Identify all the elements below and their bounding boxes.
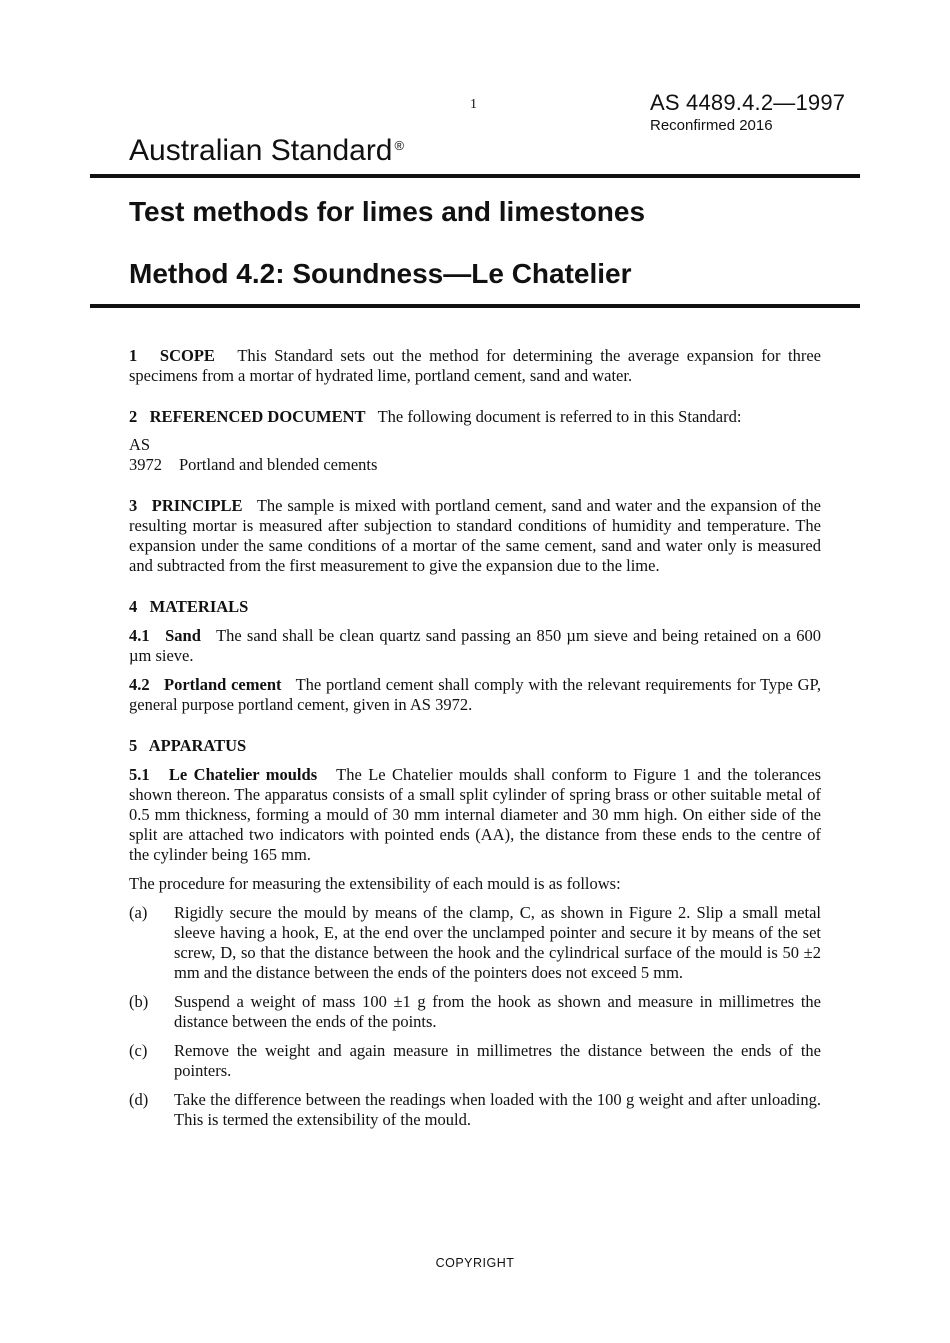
apparatus-heading: 5 APPARATUS [129,736,247,755]
principle-text: The sample is mixed with portland cement, sand and water and the expansion of the resulting mortar is measured after subjection to standard conditions of humidity and temperature. The expansion under the same conditions of a mortar of the same cement, sand and water only is measured and subtracted from the first measurement to give the expansion due to the lime. [129,496,822,575]
step-label: (a) [129,903,148,922]
scope-heading: 1 SCOPE [129,346,215,365]
ref-list-prefix: AS [129,435,151,454]
sand-text: The sand shall be clean quartz sand passing an 850 µm sieve and being retained on a 600 µm sieve. [129,626,821,665]
materials-heading: 4 MATERIALS [129,597,249,616]
procedure-step-c [129,1041,821,1081]
step-text: Take the difference between the readings when loaded with the 100 g weight and after unloading. This is termed the extensibility of the mould. [174,1090,821,1129]
section-principle [129,496,821,576]
procedure-step-d [129,1090,821,1130]
standard-number: AS 4489.4.2—1997 [650,90,846,115]
procedure-step-a [129,903,821,983]
reconfirmed-note: Reconfirmed 2016 [650,117,773,134]
section-moulds [129,765,821,865]
cement-text: The portland cement shall comply with the relevant requirements for Type GP, general purpose portland cement, given in AS 3972. [129,675,821,714]
sand-heading: 4.1 Sand [129,626,201,645]
step-text: Rigidly secure the mould by means of the clamp, C, as shown in Figure 2. Slip a small metal sleeve having a hook, E, at the end over the unclamped pointer and secure it by means of the set screw, D, so that the distance between the hook and the cylindrical surface of the mould is 50 ±2 mm and the distance between the ends of the pointers does not exceed 5 mm. [174,903,821,982]
document-title: Test methods for limes and limestones [129,196,646,227]
principle-heading: 3 PRINCIPLE [129,496,243,515]
brand-text: Australian Standard [129,134,393,167]
page-number: 1 [470,97,477,112]
copyright-footer: COPYRIGHT [435,1256,515,1270]
ref-doc-code: 3972 [129,455,162,474]
step-label: (b) [129,992,149,1011]
title-divider [90,304,860,308]
registered-mark: ® [394,138,405,153]
referenced-heading: 2 REFERENCED DOCUMENT [129,407,366,426]
moulds-heading: 5.1 Le Chatelier moulds [129,765,318,784]
section-referenced [129,407,821,427]
document-body [129,346,821,1130]
step-text: Remove the weight and again measure in millimetres the distance between the ends of the pointers. [174,1041,821,1080]
procedure-intro: The procedure for measuring the extensibility of each mould is as follows: [129,874,621,893]
ref-doc-title: Portland and blended cements [179,455,378,474]
scope-text: This Standard sets out the method for determining the average expansion for three specimens from a mortar of hydrated lime, portland cement, sand and water. [129,346,821,385]
step-text: Suspend a weight of mass 100 ±1 g from the hook as shown and measure in millimetres the distance between the ends of the points. [174,992,821,1031]
moulds-text: The Le Chatelier moulds shall conform to Figure 1 and the tolerances shown thereon. The apparatus consists of a small split cylinder of spring brass or other suitable metal of 0.5 mm thickness, forming a mould of 30 mm internal diameter and 30 mm high. On either side of the split are attached two indicators with pointed ends (AA), the distance from these ends to the centre of the cylinder being 165 mm. [129,765,821,864]
referenced-text: The following document is referred to in this Standard: [377,407,742,426]
procedure-step-b [129,992,821,1032]
step-label: (d) [129,1090,149,1109]
document-subtitle: Method 4.2: Soundness—Le Chatelier [129,258,632,289]
step-label: (c) [129,1041,148,1060]
ref-list-item [129,455,821,475]
section-scope [129,346,821,386]
brand-title [129,134,404,168]
top-divider [90,174,860,178]
section-sand [129,626,821,666]
section-cement [129,675,821,715]
cement-heading: 4.2 Portland cement [129,675,282,694]
